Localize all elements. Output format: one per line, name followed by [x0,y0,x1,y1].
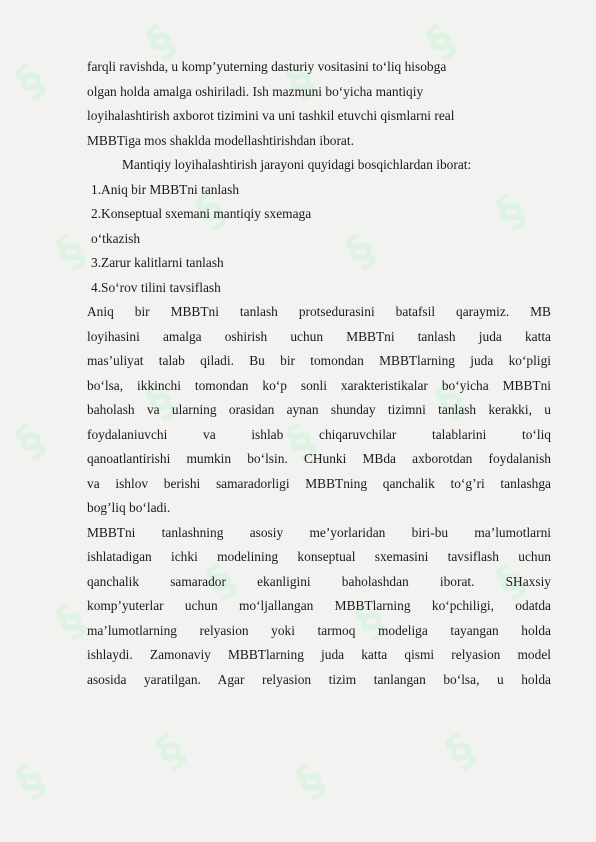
text-line: ma’lumotlarning relyasion yoki tarmoq modeliga tayangan holda [87,622,551,638]
watermark-glyph: § [7,754,55,809]
watermark-glyph: § [47,594,95,649]
list-item-continuation: o‘tkazish [91,230,141,246]
text-line: Aniq bir MBBTni tanlash protsedurasini batafsil qaraymiz. MB [87,304,551,319]
text-line: loyihalashtirish axborot tizimini va uni tashkil etuvchi qismlarni real [87,108,455,123]
watermark-glyph: § [487,184,535,239]
watermark-glyph: § [137,14,185,69]
watermark-glyph: § [187,184,235,239]
list-item: 1.Aniq bir MBBTni tanlash [91,181,240,197]
watermark-glyph: § [147,724,195,779]
text-line: bog’liq bo‘ladi. [87,500,171,515]
watermark-glyph: § [277,54,325,109]
text-line: olgan holda amalga oshiriladi. Ish mazmuni bo‘yicha mantiqiy [87,83,424,99]
watermark-glyph: § [337,224,385,279]
watermark-glyph: § [417,14,465,69]
text-line: ishlatadigan ichki modelining konseptual sxemasini tavsiflash uchun [87,549,551,564]
text-line: qanoatlantirishi mumkin bo‘lsin. CHunki MBda axborotdan foydalanish [87,451,551,466]
watermark-glyph: § [197,554,245,609]
text-line: va ishlov berishi samaradorligi MBBTning qanchalik to‘g’ri tanlashga [87,475,551,491]
list-item: 4.So‘rov tilini tavsiflash [91,279,221,295]
watermark-glyph: § [7,414,55,469]
text-line: qanchalik samarador ekanligini baholashdan iborat. SHaxsiy [87,573,551,589]
list-item: 2.Konseptual sxemani mantiqiy sxemaga [91,206,312,221]
watermark-glyph: § [347,594,395,649]
watermark-glyph: § [427,374,475,429]
text-line: ishlaydi. Zamonaviy MBBTlarning juda katta qismi relyasion model [87,647,551,662]
text-line: foydalaniuvchi va ishlab chiqaruvchilar talablarini to‘liq [87,426,551,442]
text-line: asosida yaratilgan. Agar relyasion tizim tanlangan bo‘lsa, u holda [87,671,551,687]
watermark-glyph: § [277,414,325,469]
watermark-glyph: § [7,54,55,109]
text-line: MBBTiga mos shaklda modellashtirishdan iborat. [87,132,354,148]
text-line: MBBTni tanlashning asosiy me’yorlaridan biri-bu ma’lumotlarni [87,524,551,540]
document-body [87,55,551,692]
text-line: farqli ravishda, u komp’yuterning dasturiy vositasini to‘liq hisobga [87,59,447,74]
text-line: mas’uliyat talab qiladi. Bu bir tomondan MBBTlarning juda ko‘pligi [87,353,551,368]
text-line: baholash va ularning orasidan aynan shunday tizimni tanlash kerakki, u [87,402,551,417]
watermark-glyph: § [437,724,485,779]
paragraph-intro: Mantiqiy loyihalashtirish jarayoni quyidagi bosqichlardan iborat: [122,157,472,172]
text-line: bo‘lsa, ikkinchi tomondan ko‘p sonli xarakteristikalar bo‘yicha MBBTni [87,377,551,393]
watermark-glyph: § [137,374,185,429]
text-line: komp’yuterlar uchun mo‘ljallangan MBBTlarning ko‘pchiligi, odatda [87,598,551,613]
list-item: 3.Zarur kalitlarni tanlash [91,255,224,270]
watermark-glyph: § [487,554,535,609]
watermark-glyph: § [47,224,95,279]
watermark-glyph: § [287,754,335,809]
text-line: loyihasini amalga oshirish uchun MBBTni tanlash juda katta [87,328,551,344]
